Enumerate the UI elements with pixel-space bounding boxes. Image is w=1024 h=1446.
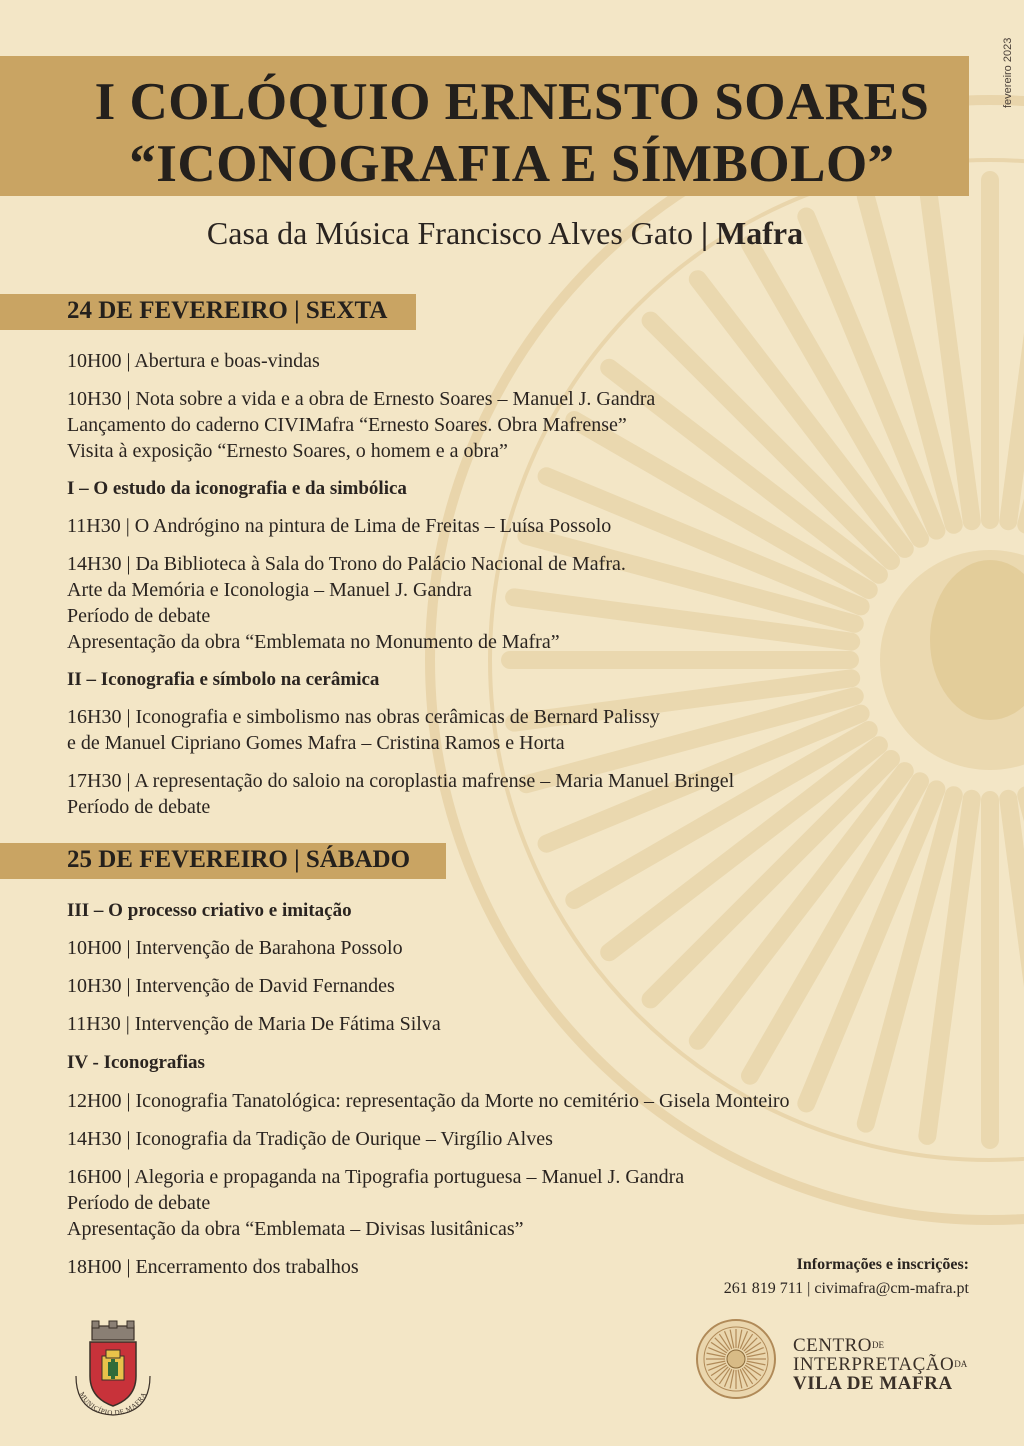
section-heading: IV - Iconografias [67, 1052, 205, 1073]
program-line: Arte da Memória e Iconologia – Manuel J. Gandra [67, 579, 472, 601]
program-line: 14H30 | Iconografia da Tradição de Ourique – Virgílio Alves [67, 1128, 553, 1150]
cim-de: DE [872, 1340, 884, 1350]
program-line: 17H30 | A representação do saloio na coroplastia mafrense – Maria Manuel Bringel [67, 770, 735, 792]
program-line: 18H00 | Encerramento dos trabalhos [67, 1256, 359, 1278]
section-heading: III – O processo criativo e imitação [67, 900, 352, 921]
contact-details: 261 819 711 | civimafra@cm-mafra.pt [723, 1280, 969, 1297]
contact-heading: Informações e inscrições: [796, 1256, 969, 1273]
program-line: Período de debate [67, 1192, 211, 1214]
program-line: 16H30 | Iconografia e simbolismo nas obras cerâmicas de Bernard Palissy [67, 706, 660, 728]
municipality-crest-logo [62, 1318, 164, 1420]
program-line: 10H30 | Nota sobre a vida e a obra de Ernesto Soares – Manuel J. Gandra [67, 388, 656, 410]
crest-motto-text: MUNICÍPIO DE MAFRA [77, 1390, 149, 1418]
sunburst-ray [1008, 799, 1024, 1136]
section-heading: I – O estudo da iconografia e da simbólica [67, 478, 407, 499]
cim-line-2: INTERPRETAÇÃO [793, 1354, 955, 1375]
cim-da: DA [954, 1359, 968, 1369]
program-line: Lançamento do caderno CIVIMafra “Ernesto Soares. Obra Mafrense” [67, 414, 627, 436]
program-line: 11H30 | O Andrógino na pintura de Lima de Freitas – Luísa Possolo [67, 515, 612, 537]
interpretation-centre-wordmark [793, 1336, 967, 1393]
venue [0, 215, 1010, 252]
program-line: 10H00 | Abertura e boas-vindas [67, 350, 320, 372]
program-line: Período de debate [67, 605, 211, 627]
side-date-label: fevereiro 2023 [1002, 37, 1014, 108]
program-line: 10H30 | Intervenção de David Fernandes [67, 975, 395, 997]
program-line: Período de debate [67, 796, 211, 818]
program-line: 14H30 | Da Biblioteca à Sala do Trono do Palácio Nacional de Mafra. [67, 553, 626, 575]
sunburst-ray [1008, 184, 1024, 521]
cim-line-1: CENTRO [793, 1335, 872, 1356]
event-subtitle: “ICONOGRAFIA E SÍMBOLO” [129, 135, 895, 193]
program-line: 11H30 | Intervenção de Maria De Fátima Silva [67, 1013, 441, 1035]
cim-line-3: VILA DE MAFRA [793, 1373, 953, 1394]
event-title: I COLÓQUIO ERNESTO SOARES [94, 73, 930, 131]
program-line: 10H00 | Intervenção de Barahona Possolo [67, 937, 403, 959]
program-line: Visita à exposição “Ernesto Soares, o homem e a obra” [67, 440, 508, 462]
day2-label: 25 DE FEVEREIRO | SÁBADO [67, 846, 411, 873]
venue-city: Mafra [716, 215, 804, 251]
section-heading: II – Iconografia e símbolo na cerâmica [67, 669, 380, 690]
day1-label: 24 DE FEVEREIRO | SEXTA [67, 297, 388, 324]
program-line: Apresentação da obra “Emblemata – Divisas lusitânicas” [67, 1218, 524, 1240]
program-line: 12H00 | Iconografia Tanatológica: representação da Morte no cemitério – Gisela Monteiro [67, 1090, 790, 1112]
venue-separator: | [701, 215, 709, 251]
interpretation-centre-seal-icon [695, 1318, 777, 1400]
program-line: 16H00 | Alegoria e propaganda na Tipografia portuguesa – Manuel J. Gandra [67, 1166, 685, 1188]
program-line: e de Manuel Cipriano Gomes Mafra – Cristina Ramos e Horta [67, 732, 565, 754]
venue-name: Casa da Música Francisco Alves Gato [206, 215, 693, 251]
program-line: Apresentação da obra “Emblemata no Monumento de Mafra” [67, 631, 560, 653]
